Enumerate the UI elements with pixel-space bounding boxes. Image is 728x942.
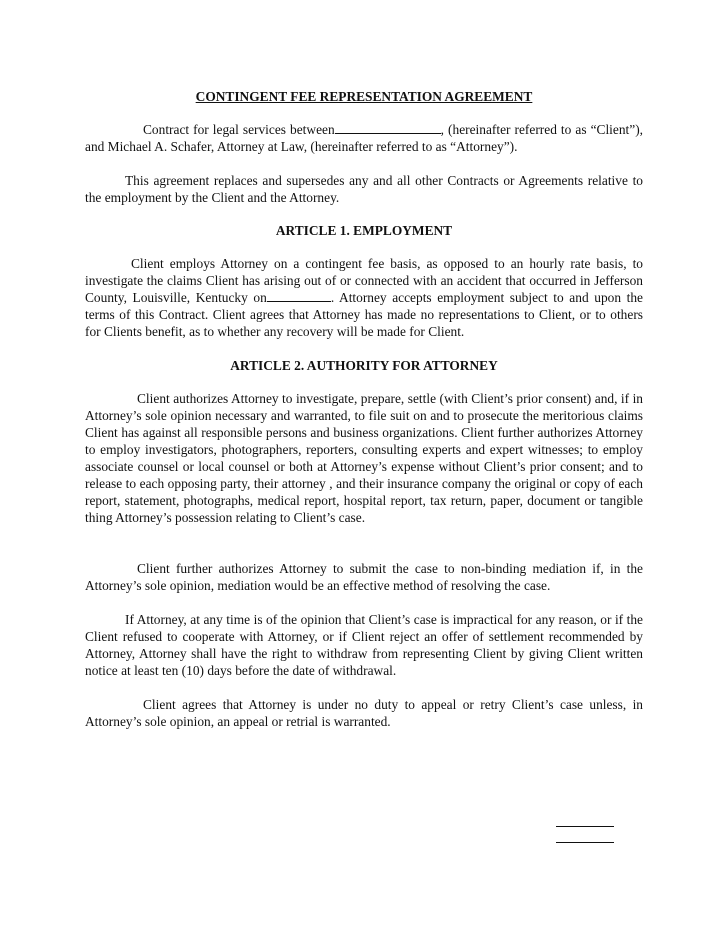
- document-title: CONTINGENT FEE REPRESENTATION AGREEMENT: [195, 89, 533, 104]
- article-2-paragraph-3: If Attorney, at any time is of the opinion that Client’s case is impractical for any reason, or if the Client refused to cooperate with Attorney, or if Client reject an offer of settlement recommended by Attorney, Attorney shall have the right to withdraw from representing Client by giving Client written notice at least ten (10) days before the date of withdrawal.: [85, 612, 643, 678]
- article-2-heading: ARTICLE 2. AUTHORITY FOR ATTORNEY: [230, 358, 498, 373]
- article-1-text-before-blank: Client employs Attorney on a contingent fee basis, as opposed to an hourly rate basis, to investigate the claims Client has arising out of or connected with an accident that occurred in Jefferson County, Louisville, Kentucky on: [85, 256, 643, 305]
- intro-text-after-blank: , (hereinafter referred to as “Client”), and Michael A. Schafer, Attorney at Law, (hereinafter referred to as “Attorney”).: [85, 122, 644, 154]
- article-1-paragraph: [85, 255, 643, 340]
- initials-line-2[interactable]: [556, 841, 614, 843]
- accident-date-blank[interactable]: [267, 289, 331, 302]
- initials-line-1[interactable]: [556, 825, 614, 827]
- article-1-text-after-blank: . Attorney accepts employment subject to and upon the terms of this Contract. Client agrees that Attorney has made no representations to Client, or to others for Clients benefit, as to whether any recovery will be made for Client.: [85, 290, 643, 339]
- intro-text-before-blank: Contract for legal services between: [143, 122, 335, 137]
- article-2-paragraph-1: Client authorizes Attorney to investigate, prepare, settle (with Client’s prior consent) and, if in Attorney’s sole opinion necessary and warranted, to file suit on and to prosecute the meritorious claims Client has against all responsible persons and business organizations. Client further authorizes Attorney to employ investigators, photographers, reporters, consulting experts and expert witnesses; to employ associate counsel or local counsel or both at Attorney’s expense without Client’s prior consent; and to release to each opposing party, their attorney , and their insurance company the original or copy of each report, statement, photographs, medical report, hospital report, tax return, paper, document or tangible thing Attorney’s possession relating to Client’s case.: [85, 391, 643, 525]
- client-name-blank[interactable]: [335, 121, 441, 134]
- article-2-paragraph-2: Client further authorizes Attorney to submit the case to non-binding mediation if, in the Attorney’s sole opinion, mediation would be an effective method of resolving the case.: [85, 561, 643, 593]
- intro-paragraph-2: This agreement replaces and supersedes any and all other Contracts or Agreements relative to the employment by the Client and the Attorney.: [85, 173, 643, 205]
- article-2-paragraph-4: Client agrees that Attorney is under no duty to appeal or retry Client’s case unless, in Attorney’s sole opinion, an appeal or retrial is warranted.: [85, 697, 643, 729]
- article-1-heading: ARTICLE 1. EMPLOYMENT: [275, 223, 453, 238]
- intro-paragraph-1: [85, 121, 643, 155]
